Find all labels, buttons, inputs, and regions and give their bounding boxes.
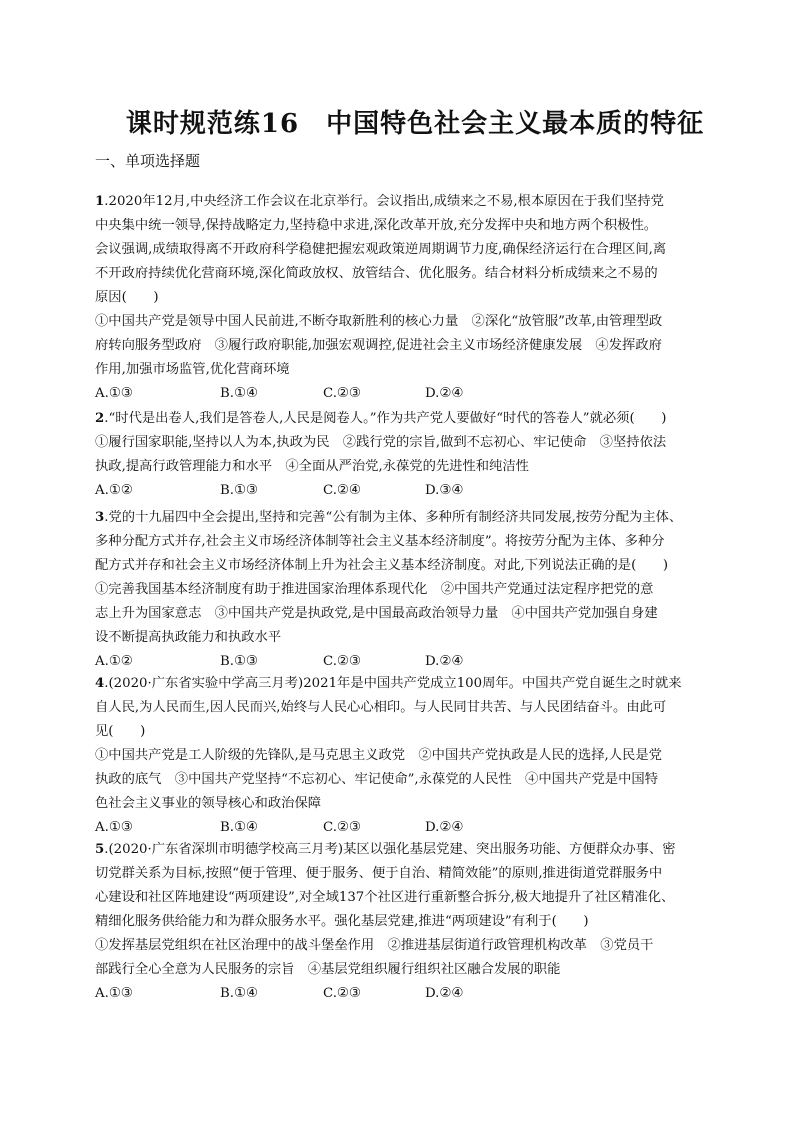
answer-option[interactable]: D.②④ [425, 654, 464, 669]
answer-option[interactable]: B.①④ [220, 820, 258, 835]
question-text-line [95, 744, 705, 768]
question-text-line [95, 602, 705, 626]
question-line-text: .“时代是出卷人,我们是答卷人,人民是阅卷人。”作为共产党人要做好“时代的答卷人”就必须( ) [104, 411, 667, 426]
answer-option[interactable]: D.②④ [425, 986, 464, 1001]
answer-option[interactable]: C.②③ [323, 386, 361, 401]
answer-option[interactable]: A.①② [95, 654, 133, 669]
question-5 [95, 838, 705, 1006]
question-line-text: 会议强调,成绩取得离不开政府科学稳健把握宏观政策逆周期调节力度,确保经济运行在合理区间,离 [95, 242, 667, 257]
question-line-text: 志上升为国家意志 ③中国共产党是执政党,是中国最高政治领导力量 ④中国共产党加强自身建 [95, 606, 658, 621]
question-text-line [95, 506, 705, 530]
question-2 [95, 407, 705, 503]
question-text-line [95, 238, 705, 262]
question-number: 1 [95, 194, 105, 209]
question-line-text: .(2020·广东省实验中学高三月考)2021年是中国共产党成立100周年。中国共产党自诞生之时就来 [104, 676, 682, 691]
question-text-line [95, 530, 705, 554]
question-line-text: 执政的底气 ③中国共产党坚持“不忘初心、牢记使命”,永葆党的人民性 ④中国共产党是中国特 [95, 772, 658, 787]
question-text-line [95, 554, 705, 578]
answer-option[interactable]: A.①② [95, 483, 133, 498]
question-text-line [95, 214, 705, 238]
answer-option[interactable]: B.①④ [220, 986, 258, 1001]
question-text-line [95, 262, 705, 286]
answer-option[interactable]: C.②④ [323, 483, 361, 498]
question-text-line [95, 886, 705, 910]
question-text-line [95, 358, 705, 382]
question-text-line [95, 310, 705, 334]
question-line-text: 作用,加强市场监管,优化营商环境 [95, 362, 290, 377]
answer-options [95, 479, 705, 503]
answer-option[interactable]: C.②③ [323, 820, 361, 835]
question-number: 4 [95, 676, 105, 691]
question-number: 3 [95, 510, 105, 525]
question-text-line [95, 578, 705, 602]
question-line-text: ①中国共产党是领导中国人民前进,不断夺取新胜利的核心力量 ②深化“放管服”改革,由管理型政 [95, 314, 663, 329]
question-line-text: 心建设和社区阵地建设“两项建设”,对全域137个社区进行重新整合拆分,极大地提升了社区精准化、 [95, 890, 675, 905]
question-text-line [95, 792, 705, 816]
answer-option[interactable]: B.①③ [220, 654, 258, 669]
question-line-text: 不开政府持续优化营商环境,深化简政放权、放管结合、优化服务。结合材料分析成绩来之不易的 [95, 266, 658, 281]
question-line-text: 多种分配方式并存,社会主义市场经济体制等社会主义基本经济制度”。将按劳分配为主体、多种分 [95, 534, 665, 549]
question-text-line [95, 838, 705, 862]
answer-options [95, 816, 705, 840]
question-text-line [95, 862, 705, 886]
question-3 [95, 506, 705, 674]
question-line-text: ①中国共产党是工人阶级的先锋队,是马克思主义政党 ②中国共产党执政是人民的选择,人民是党 [95, 748, 662, 763]
answer-options [95, 982, 705, 1006]
question-text-line [95, 626, 705, 650]
question-1 [95, 190, 705, 406]
question-text-line [95, 934, 705, 958]
answer-option[interactable]: D.③④ [425, 483, 464, 498]
question-text-line [95, 286, 705, 310]
question-4 [95, 672, 705, 840]
page-title: 课时规范练16 中国特色社会主义最本质的特征 [125, 109, 705, 139]
question-text-line [95, 696, 705, 720]
question-text-line [95, 190, 705, 214]
question-line-text: 执政,提高行政管理能力和水平 ④全面从严治党,永葆党的先进性和纯洁性 [95, 459, 529, 474]
answer-options [95, 382, 705, 406]
answer-option[interactable]: B.①③ [220, 483, 258, 498]
question-line-text: 切党群关系为目标,按照“便于管理、便于服务、便于自治、精简效能”的原则,推进街道党群服务中 [95, 866, 663, 881]
question-line-text: 设不断提高执政能力和执政水平 [95, 630, 282, 645]
question-text-line [95, 407, 705, 431]
question-line-text: ①履行国家职能,坚持以人为本,执政为民 ②践行党的宗旨,做到不忘初心、牢记使命 ③坚持依法 [95, 435, 667, 450]
answer-option[interactable]: D.②④ [425, 386, 464, 401]
answer-option[interactable]: A.①③ [95, 386, 133, 401]
answer-option[interactable]: A.①③ [95, 820, 133, 835]
question-text-line [95, 768, 705, 792]
answer-option[interactable]: C.②③ [323, 986, 361, 1001]
question-text-line [95, 910, 705, 934]
question-line-text: 部践行全心全意为人民服务的宗旨 ④基层党组织履行组织社区融合发展的职能 [95, 962, 561, 977]
question-line-text: 原因( ) [95, 290, 159, 305]
answer-option[interactable]: A.①③ [95, 986, 133, 1001]
answer-option[interactable]: D.②④ [425, 820, 464, 835]
question-number: 5 [95, 842, 105, 857]
question-number: 2 [95, 411, 105, 426]
question-line-text: 见( ) [95, 724, 146, 739]
question-text-line [95, 431, 705, 455]
question-line-text: 自人民,为人民而生,因人民而兴,始终与人民心心相印。与人民同甘共苦、与人民团结奋斗。由此可 [95, 700, 667, 715]
answer-option[interactable]: B.①④ [220, 386, 258, 401]
question-text-line [95, 720, 705, 744]
question-text-line [95, 958, 705, 982]
question-line-text: 色社会主义事业的领导核心和政治保障 [95, 796, 322, 811]
question-line-text: 中央集中统一领导,保持战略定力,坚持稳中求进,深化改革开放,充分发挥中央和地方两个积极性。 [95, 218, 658, 233]
question-text-line [95, 334, 705, 358]
section-heading: 一、单项选择题 [95, 152, 201, 170]
answer-option[interactable]: C.②③ [323, 654, 361, 669]
question-line-text: ①发挥基层党组织在社区治理中的战斗堡垒作用 ②推进基层街道行政管理机构改革 ③党员干 [95, 938, 654, 953]
question-line-text: 精细化服务供给能力和为群众服务水平。强化基层党建,推进“两项建设”有利于( ) [95, 914, 589, 929]
question-line-text: .党的十九届四中全会提出,坚持和完善“公有制为主体、多种所有制经济共同发展,按劳分配为主体、 [104, 510, 683, 525]
question-line-text: 配方式并存和社会主义市场经济体制上升为社会主义基本经济制度。对此,下列说法正确的是( ) [95, 558, 669, 573]
question-line-text: 府转向服务型政府 ③履行政府职能,加强宏观调控,促进社会主义市场经济健康发展 ④发挥政府 [95, 338, 662, 353]
question-line-text: .(2020·广东省深圳市明德学校高三月考)某区以强化基层党建、突出服务功能、方便群众办事、密 [104, 842, 676, 857]
question-text-line [95, 672, 705, 696]
answer-options [95, 650, 705, 674]
question-text-line [95, 455, 705, 479]
question-line-text: ①完善我国基本经济制度有助于推进国家治理体系现代化 ②中国共产党通过法定程序把党的意 [95, 582, 654, 597]
question-line-text: .2020年12月,中央经济工作会议在北京举行。会议指出,成绩来之不易,根本原因在于我们坚持党 [104, 194, 664, 209]
